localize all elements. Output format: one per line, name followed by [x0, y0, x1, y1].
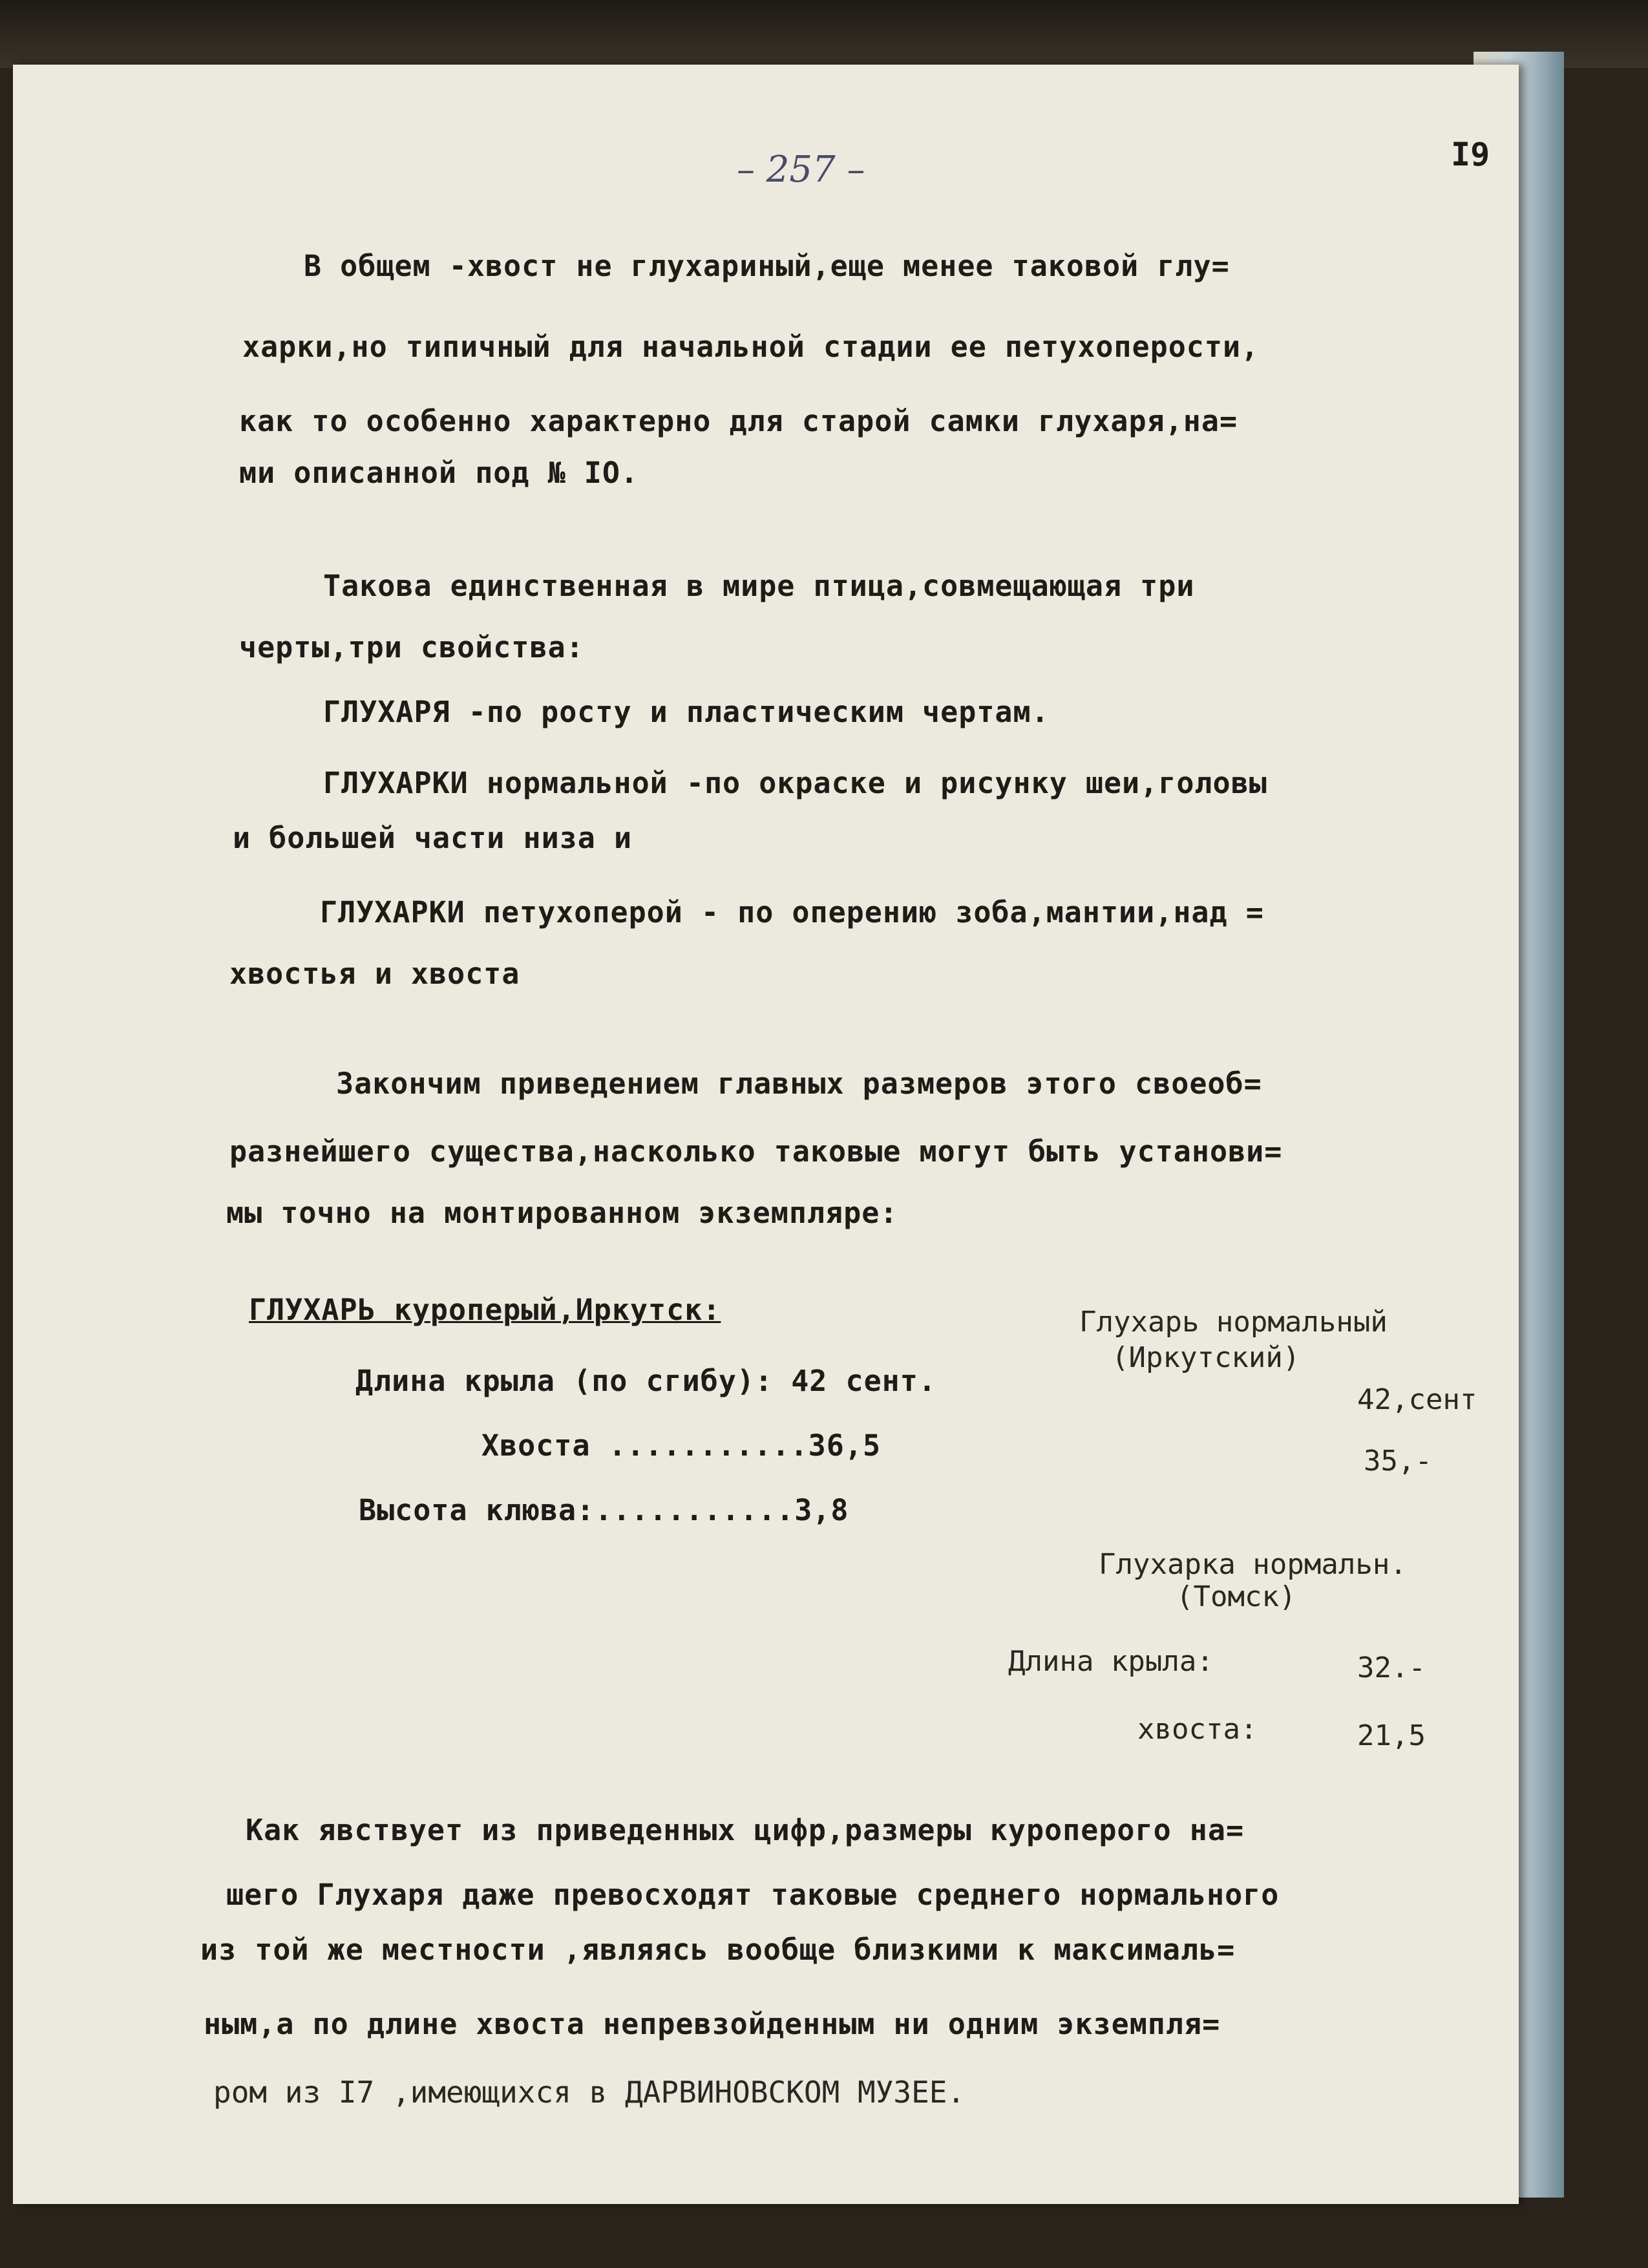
text-line: мы точно на монтированном экземпляре:: [226, 1196, 898, 1230]
table-right-heading: Глухарь нормальный: [1079, 1306, 1388, 1339]
page-number: I9: [1451, 136, 1490, 173]
text-line: ГЛУХАРКИ нормальной -по окраске и рисунку шеи,головы: [323, 766, 1267, 800]
tail-length-label: Хвоста ...........36,5: [481, 1428, 882, 1463]
female-subheading: (Томск): [1176, 1580, 1296, 1613]
tail-length-normal: 35,-: [1364, 1445, 1432, 1478]
text-line: Как явствует из приведенных цифр,размеры куроперого на=: [246, 1813, 1245, 1847]
top-fold: [0, 0, 1648, 68]
text-line: ми описанной под № IO.: [239, 456, 639, 490]
text-line: шего Глухаря даже превосходят таковые среднего нормального: [226, 1878, 1280, 1912]
text-line: ром из I7 ,имеющихся в ДАРВИНОВСКОМ МУЗЕЕ.: [213, 2075, 966, 2110]
text-line: В общем -хвост не глухариный,еще менее таковой глу=: [304, 249, 1230, 283]
text-line: хвостья и хвоста: [229, 957, 520, 991]
text-line: ГЛУХАРЯ -по росту и пластическим чертам.: [323, 695, 1050, 729]
text-line: харки,но типичный для начальной стадии ее петухоперости,: [242, 330, 1260, 364]
text-line: разнейшего существа,насколько таковые могут быть установи=: [229, 1134, 1283, 1169]
female-heading: Глухарка нормальн.: [1099, 1548, 1407, 1581]
female-wing-label: Длина крыла:: [1008, 1645, 1214, 1678]
female-tail-value: 21,5: [1357, 1719, 1426, 1752]
female-wing-value: 32.-: [1357, 1651, 1426, 1684]
text-line: черты,три свойства:: [239, 630, 584, 664]
text-line: ным,а по длине хвоста непревзойденным ни одним экземпля=: [204, 2007, 1221, 2041]
text-line: ГЛУХАРКИ петухоперой - по оперению зоба,мантии,над =: [320, 895, 1264, 929]
handwritten-page-number: – 257 –: [737, 149, 865, 191]
text-line: из той же местности ,являясь вообще близкими к максималь=: [200, 1933, 1236, 1967]
text-line: Такова единственная в мире птица,совмещающая три: [323, 569, 1195, 603]
female-tail-label: хвоста:: [1137, 1713, 1258, 1746]
beak-height-label: Высота клюва:...........3,8: [359, 1493, 849, 1527]
wing-length-normal: 42,сент: [1357, 1383, 1477, 1416]
text-line: как то особенно характерно для старой самки глухаря,на=: [239, 404, 1238, 438]
text-line: и большей части низа и: [233, 821, 633, 855]
table-left-heading: ГЛУХАРЬ куроперый,Иркутск:: [249, 1293, 721, 1327]
text-line: Закончим приведением главных размеров этого своеоб=: [336, 1066, 1262, 1101]
table-right-subheading: (Иркутский): [1112, 1341, 1300, 1374]
wing-length-label: Длина крыла (по сгибу): 42 сент.: [355, 1364, 936, 1398]
